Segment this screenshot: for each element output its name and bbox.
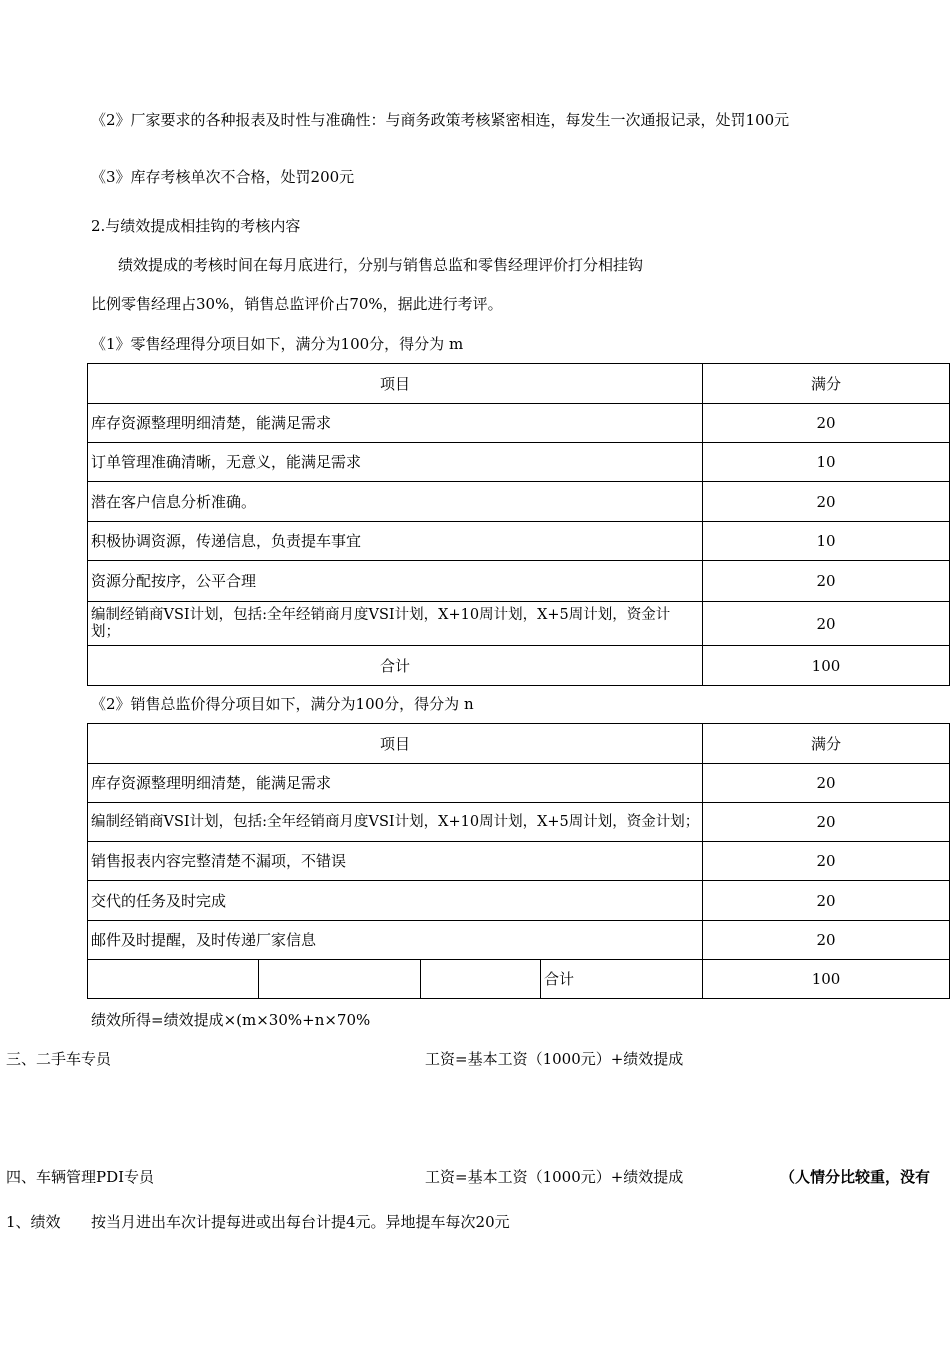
score-cell: 20 [703, 561, 950, 602]
total-label: 合计 [88, 646, 703, 686]
table-total-row [88, 646, 950, 686]
section-3-salary-formula: 工资=基本工资（1000元）+绩效提成 [425, 1050, 684, 1068]
section-4-item1-label: 1、绩效 [6, 1213, 61, 1231]
section-4-salary-formula: 工资=基本工资（1000元）+绩效提成 [425, 1168, 684, 1186]
header-score: 满分 [703, 364, 950, 404]
table-row [88, 443, 950, 482]
section-4-title: 四、车辆管理PDI专员 [6, 1168, 155, 1186]
table2-caption: 《2》销售总监价得分项目如下，满分为100分，得分为 n [91, 695, 474, 713]
header-item: 项目 [88, 724, 703, 764]
clause-2-text: 《2》厂家要求的各种报表及时性与准确性：与商务政策考核紧密相连，每发生一次通报记录，处罚100元 [91, 111, 790, 129]
item-cell: 潜在客户信息分析准确。 [88, 482, 703, 522]
empty-cell [421, 960, 541, 999]
clause-3-text: 《3》库存考核单次不合格，处罚200元 [91, 168, 355, 186]
score-cell: 20 [703, 803, 950, 842]
table-row [88, 561, 950, 602]
table-row [88, 482, 950, 522]
paragraph-text: 绩效提成的考核时间在每月底进行，分别与销售总监和零售经理评价打分相挂钩 [118, 256, 644, 274]
score-cell: 20 [703, 602, 950, 646]
item-cell: 编制经销商VSI计划，包括:全年经销商月度VSI计划，X+10周计划，X+5周计划，资金计划； [88, 803, 703, 842]
header-item: 项目 [88, 364, 703, 404]
item-cell: 交代的任务及时完成 [88, 881, 703, 921]
table-header-row [88, 724, 950, 764]
section-4-note: （人情分比较重，没有 [780, 1168, 931, 1186]
score-cell: 20 [703, 482, 950, 522]
total-label: 合计 [541, 960, 703, 999]
score-cell: 10 [703, 522, 950, 561]
sales-director-score-table [87, 723, 950, 999]
item-cell: 积极协调资源，传递信息，负责提车事宜 [88, 522, 703, 561]
header-score: 满分 [703, 724, 950, 764]
table-row [88, 602, 950, 646]
table-row [88, 881, 950, 921]
total-value: 100 [703, 646, 950, 686]
table-row [88, 803, 950, 842]
score-cell: 20 [703, 404, 950, 443]
empty-cell [259, 960, 421, 999]
retail-manager-score-table [87, 363, 950, 686]
score-cell: 20 [703, 881, 950, 921]
item-cell: 资源分配按序，公平合理 [88, 561, 703, 602]
performance-formula: 绩效所得=绩效提成×(m×30%+n×70% [91, 1011, 371, 1029]
table-row [88, 921, 950, 960]
table-row [88, 842, 950, 881]
table-total-row [88, 960, 950, 999]
table-row [88, 404, 950, 443]
total-value: 100 [703, 960, 950, 999]
item-cell: 邮件及时提醒，及时传递厂家信息 [88, 921, 703, 960]
empty-cell [88, 960, 259, 999]
score-cell: 10 [703, 443, 950, 482]
ratio-text: 比例零售经理占30%，销售总监评价占70%，据此进行考评。 [91, 295, 503, 313]
section-heading: 2.与绩效提成相挂钩的考核内容 [91, 217, 301, 235]
item-cell: 销售报表内容完整清楚不漏项，不错误 [88, 842, 703, 881]
table-row [88, 522, 950, 561]
item-cell: 库存资源整理明细清楚，能满足需求 [88, 764, 703, 803]
table1-caption: 《1》零售经理得分项目如下，满分为100分，得分为 m [91, 335, 464, 353]
score-cell: 20 [703, 921, 950, 960]
score-cell: 20 [703, 764, 950, 803]
score-cell: 20 [703, 842, 950, 881]
table-header-row [88, 364, 950, 404]
item-cell: 库存资源整理明细清楚，能满足需求 [88, 404, 703, 443]
section-4-item1-text: 按当月进出车次计提每进或出每台计提4元。异地提车每次20元 [91, 1213, 510, 1231]
section-3-title: 三、二手车专员 [6, 1050, 112, 1068]
item-cell: 订单管理准确清晰，无意义，能满足需求 [88, 443, 703, 482]
item-cell: 编制经销商VSI计划，包括:全年经销商月度VSI计划，X+10周计划，X+5周计划，资金计划； [88, 602, 703, 646]
table-row [88, 764, 950, 803]
